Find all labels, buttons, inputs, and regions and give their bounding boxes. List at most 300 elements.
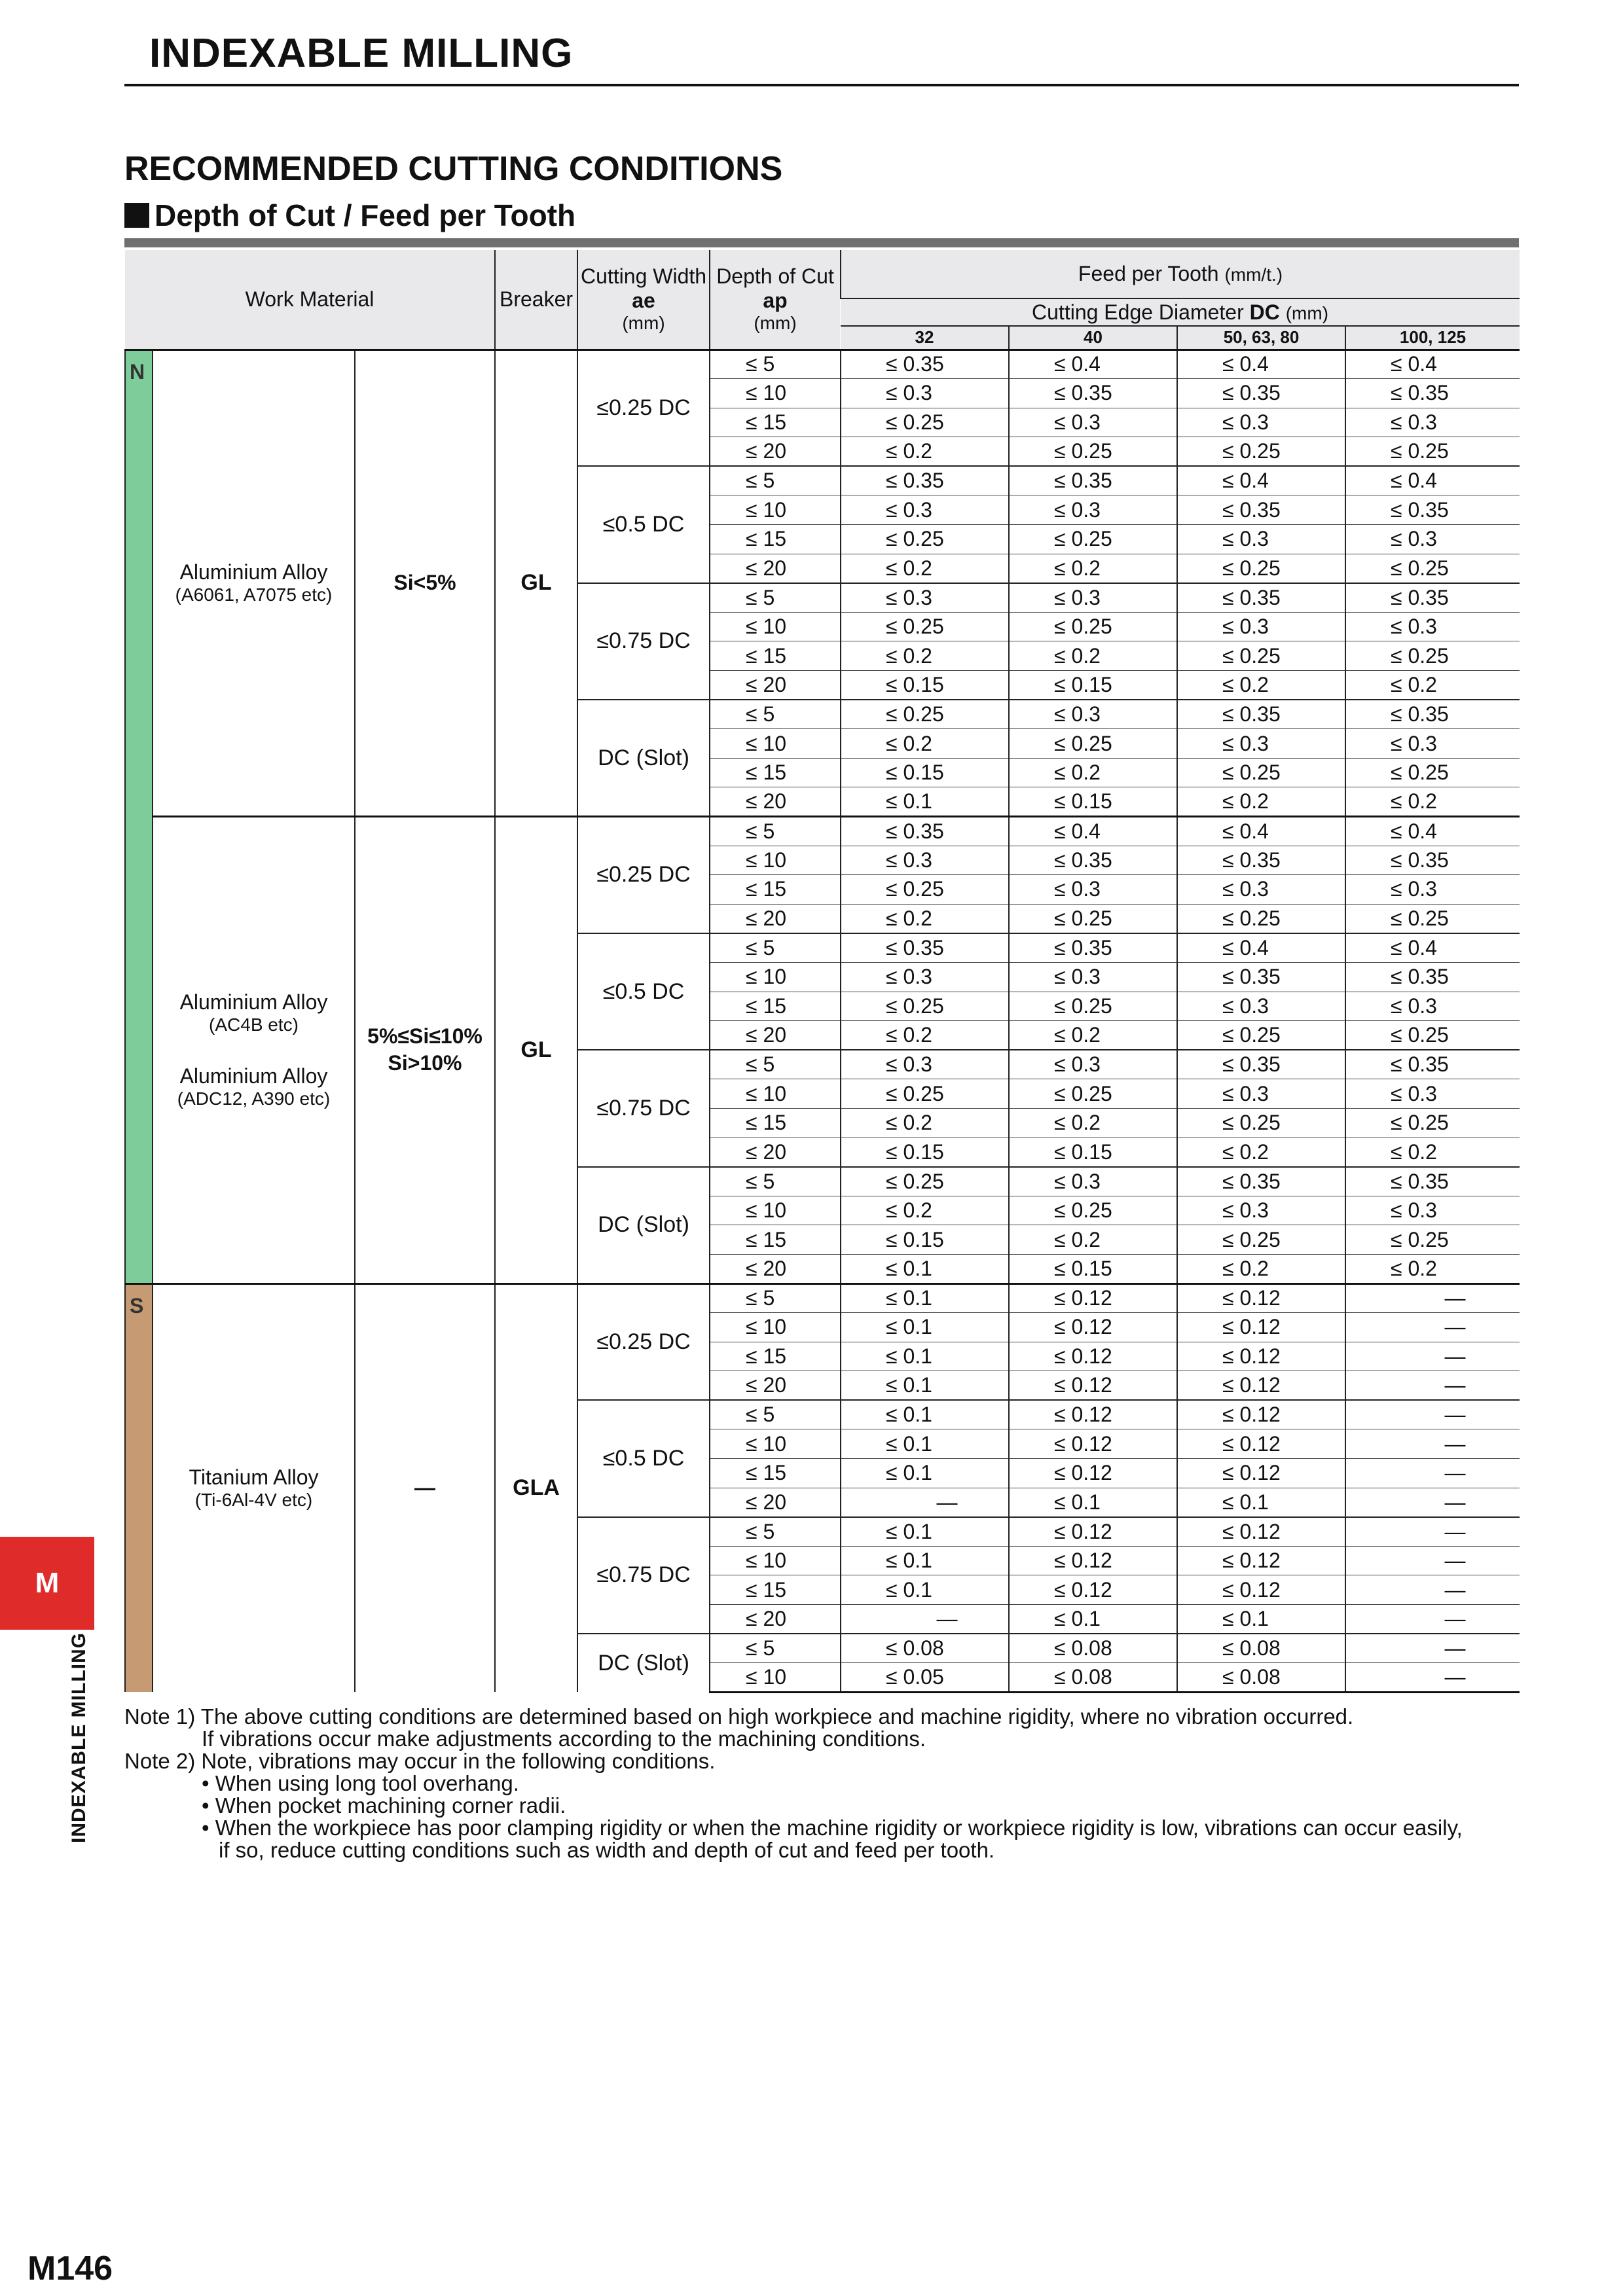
feed-per-tooth-cell: ≤ 0.3 xyxy=(1177,1079,1345,1109)
work-material-name: Aluminium Alloy xyxy=(179,990,328,1014)
work-material-grade: (AC4B etc) xyxy=(209,1014,299,1035)
header-breaker: Breaker xyxy=(495,250,577,350)
feed-per-tooth-cell: ≤ 0.1 xyxy=(841,1429,1009,1459)
header-ap: ap xyxy=(763,289,788,313)
depth-of-cut-cell: ≤ 5 xyxy=(710,1634,841,1663)
depth-of-cut-cell: ≤ 10 xyxy=(710,612,841,641)
feed-per-tooth-cell: — xyxy=(841,1488,1009,1517)
feed-per-tooth-cell: ≤ 0.35 xyxy=(841,933,1009,963)
work-material-cell xyxy=(153,817,355,1284)
feed-per-tooth-cell: ≤ 0.25 xyxy=(1009,992,1177,1021)
feed-per-tooth-cell: ≤ 0.08 xyxy=(1009,1634,1177,1663)
depth-of-cut-cell: ≤ 5 xyxy=(710,466,841,495)
feed-per-tooth-cell: ≤ 0.08 xyxy=(1177,1634,1345,1663)
feed-per-tooth-cell: ≤ 0.15 xyxy=(841,1138,1009,1167)
table-row xyxy=(125,1283,1520,1313)
table-body xyxy=(125,350,1520,1692)
cutting-width-cell: ≤0.75 DC xyxy=(577,583,710,700)
feed-per-tooth-cell: — xyxy=(1345,1459,1520,1488)
depth-of-cut-cell: ≤ 5 xyxy=(710,817,841,846)
sub-title xyxy=(124,198,575,233)
header-ced-label: Cutting Edge Diameter xyxy=(1032,300,1244,324)
depth-of-cut-cell: ≤ 10 xyxy=(710,1079,841,1109)
feed-per-tooth-cell: ≤ 0.25 xyxy=(1177,1108,1345,1138)
feed-per-tooth-cell: ≤ 0.2 xyxy=(1345,787,1520,817)
feed-per-tooth-cell: ≤ 0.1 xyxy=(841,1283,1009,1313)
work-material-name: Titanium Alloy xyxy=(189,1465,319,1490)
depth-of-cut-cell: ≤ 15 xyxy=(710,1342,841,1371)
feed-per-tooth-cell: ≤ 0.3 xyxy=(1009,1167,1177,1196)
feed-per-tooth-cell: ≤ 0.15 xyxy=(1009,671,1177,700)
feed-per-tooth-cell: ≤ 0.25 xyxy=(841,1167,1009,1196)
feed-per-tooth-cell: ≤ 0.3 xyxy=(841,846,1009,875)
work-material-name: Aluminium Alloy xyxy=(179,1064,328,1088)
feed-per-tooth-cell: ≤ 0.12 xyxy=(1009,1575,1177,1605)
feed-per-tooth-cell: ≤ 0.4 xyxy=(1009,350,1177,379)
depth-of-cut-cell: ≤ 20 xyxy=(710,1371,841,1401)
feed-per-tooth-cell: ≤ 0.3 xyxy=(1345,992,1520,1021)
feed-per-tooth-cell: ≤ 0.25 xyxy=(1345,641,1520,671)
feed-per-tooth-cell: ≤ 0.12 xyxy=(1177,1342,1345,1371)
sub-title-text: Depth of Cut / Feed per Tooth xyxy=(155,198,576,232)
feed-per-tooth-cell: ≤ 0.35 xyxy=(1345,962,1520,992)
feed-per-tooth-cell: ≤ 0.1 xyxy=(841,1459,1009,1488)
table-row xyxy=(125,350,1520,379)
feed-per-tooth-cell: ≤ 0.2 xyxy=(1345,1138,1520,1167)
feed-per-tooth-cell: ≤ 0.2 xyxy=(841,1108,1009,1138)
depth-of-cut-cell: ≤ 10 xyxy=(710,1546,841,1575)
feed-per-tooth-cell: ≤ 0.3 xyxy=(841,1050,1009,1079)
feed-per-tooth-cell: ≤ 0.12 xyxy=(1177,1429,1345,1459)
si-condition-cell xyxy=(355,1283,495,1692)
breaker-cell: GL xyxy=(495,350,577,817)
feed-per-tooth-cell: ≤ 0.05 xyxy=(841,1663,1009,1693)
header-work-material: Work Material xyxy=(125,250,495,350)
feed-per-tooth-cell: ≤ 0.2 xyxy=(1009,1108,1177,1138)
feed-per-tooth-cell: ≤ 0.12 xyxy=(1009,1283,1177,1313)
feed-per-tooth-cell: ≤ 0.2 xyxy=(841,554,1009,583)
cutting-width-cell: ≤0.5 DC xyxy=(577,466,710,583)
feed-per-tooth-cell: ≤ 0.1 xyxy=(841,1313,1009,1342)
feed-per-tooth-cell: ≤ 0.25 xyxy=(841,700,1009,729)
note-line: • When the workpiece has poor clamping rigidity or when the machine rigidity or workpiece rigidity is low, vibrations can occur easily, xyxy=(202,1816,1463,1840)
depth-of-cut-cell: ≤ 5 xyxy=(710,1050,841,1079)
feed-per-tooth-cell: ≤ 0.4 xyxy=(1345,933,1520,963)
depth-of-cut-cell: ≤ 15 xyxy=(710,1225,841,1255)
feed-per-tooth-cell: ≤ 0.35 xyxy=(1009,846,1177,875)
feed-per-tooth-cell: ≤ 0.2 xyxy=(1009,1225,1177,1255)
header-depth-of-cut xyxy=(710,250,841,350)
header-feed-per-tooth xyxy=(841,250,1520,298)
feed-per-tooth-cell: ≤ 0.25 xyxy=(1177,904,1345,933)
feed-per-tooth-cell: ≤ 0.35 xyxy=(841,466,1009,495)
depth-of-cut-cell: ≤ 15 xyxy=(710,525,841,554)
feed-per-tooth-cell: ≤ 0.1 xyxy=(841,1517,1009,1547)
feed-per-tooth-cell: ≤ 0.4 xyxy=(1177,933,1345,963)
feed-per-tooth-cell: ≤ 0.1 xyxy=(841,1254,1009,1283)
work-material-grade: (Ti-6Al-4V etc) xyxy=(194,1490,313,1511)
feed-per-tooth-cell: ≤ 0.35 xyxy=(1177,846,1345,875)
depth-of-cut-cell: ≤ 15 xyxy=(710,1108,841,1138)
header-diameter-32: 32 xyxy=(841,326,1009,350)
depth-of-cut-cell: ≤ 10 xyxy=(710,1313,841,1342)
depth-of-cut-cell: ≤ 15 xyxy=(710,758,841,787)
feed-per-tooth-cell: ≤ 0.1 xyxy=(841,1400,1009,1429)
feed-per-tooth-cell: ≤ 0.25 xyxy=(1009,612,1177,641)
feed-per-tooth-cell: ≤ 0.2 xyxy=(841,904,1009,933)
feed-per-tooth-cell: ≤ 0.3 xyxy=(1177,408,1345,437)
header-dc-unit: (mm) xyxy=(1285,302,1329,323)
depth-of-cut-cell: ≤ 5 xyxy=(710,933,841,963)
feed-per-tooth-cell: ≤ 0.12 xyxy=(1177,1575,1345,1605)
depth-of-cut-cell: ≤ 10 xyxy=(710,379,841,408)
feed-per-tooth-cell: ≤ 0.12 xyxy=(1177,1283,1345,1313)
work-material-grade: (A6061, A7075 etc) xyxy=(175,584,333,605)
si-condition-cell xyxy=(355,817,495,1284)
depth-of-cut-cell: ≤ 15 xyxy=(710,1459,841,1488)
feed-per-tooth-cell: ≤ 0.35 xyxy=(1177,1167,1345,1196)
feed-per-tooth-cell: ≤ 0.12 xyxy=(1177,1459,1345,1488)
depth-of-cut-cell: ≤ 10 xyxy=(710,846,841,875)
feed-per-tooth-cell: ≤ 0.3 xyxy=(1345,1079,1520,1109)
feed-per-tooth-cell: ≤ 0.25 xyxy=(841,525,1009,554)
feed-per-tooth-cell: ≤ 0.12 xyxy=(1009,1371,1177,1401)
si-condition: 5%≤Si≤10% xyxy=(367,1024,483,1048)
si-condition: Si>10% xyxy=(388,1051,462,1075)
section-tab-m[interactable]: M xyxy=(0,1537,94,1630)
si-condition: — xyxy=(414,1476,435,1500)
notes xyxy=(124,1706,1532,1861)
feed-per-tooth-cell: — xyxy=(1345,1313,1520,1342)
feed-per-tooth-cell: ≤ 0.3 xyxy=(1009,1050,1177,1079)
feed-per-tooth-cell: ≤ 0.2 xyxy=(1009,758,1177,787)
feed-per-tooth-cell: ≤ 0.12 xyxy=(1009,1342,1177,1371)
feed-per-tooth-cell: ≤ 0.3 xyxy=(1009,495,1177,525)
cutting-width-cell: DC (Slot) xyxy=(577,1167,710,1283)
cutting-conditions-table xyxy=(124,250,1520,1693)
feed-per-tooth-cell: ≤ 0.08 xyxy=(1009,1663,1177,1693)
feed-per-tooth-cell: ≤ 0.12 xyxy=(1009,1546,1177,1575)
feed-per-tooth-cell: ≤ 0.2 xyxy=(841,1196,1009,1225)
depth-of-cut-cell: ≤ 15 xyxy=(710,875,841,905)
feed-per-tooth-cell: ≤ 0.35 xyxy=(1177,1050,1345,1079)
header-feed-unit: (mm/t.) xyxy=(1224,264,1283,285)
feed-per-tooth-cell: ≤ 0.25 xyxy=(1009,904,1177,933)
feed-per-tooth-cell: ≤ 0.3 xyxy=(841,962,1009,992)
depth-of-cut-cell: ≤ 20 xyxy=(710,1021,841,1050)
feed-per-tooth-cell: ≤ 0.25 xyxy=(1009,1196,1177,1225)
breaker-cell: GLA xyxy=(495,1283,577,1692)
note-line: Note 1) The above cutting conditions are determined based on high workpiece and machine rigidity, where no vibration occurred. xyxy=(124,1704,1354,1729)
feed-per-tooth-cell: ≤ 0.2 xyxy=(1009,641,1177,671)
feed-per-tooth-cell: ≤ 0.25 xyxy=(1177,1225,1345,1255)
feed-per-tooth-cell: ≤ 0.3 xyxy=(841,379,1009,408)
header-diameter-40: 40 xyxy=(1009,326,1177,350)
header-diameter-50-63-80: 50, 63, 80 xyxy=(1177,326,1345,350)
feed-per-tooth-cell: ≤ 0.1 xyxy=(841,1342,1009,1371)
feed-per-tooth-cell: ≤ 0.4 xyxy=(1345,350,1520,379)
header-rule xyxy=(124,84,1519,86)
feed-per-tooth-cell: — xyxy=(1345,1634,1520,1663)
page-number: M146 xyxy=(27,2250,113,2287)
depth-of-cut-cell: ≤ 10 xyxy=(710,729,841,759)
feed-per-tooth-cell: ≤ 0.3 xyxy=(1345,525,1520,554)
feed-per-tooth-cell: — xyxy=(1345,1400,1520,1429)
feed-per-tooth-cell: ≤ 0.25 xyxy=(841,992,1009,1021)
feed-per-tooth-cell: ≤ 0.12 xyxy=(1009,1459,1177,1488)
depth-of-cut-cell: ≤ 20 xyxy=(710,437,841,467)
depth-of-cut-cell: ≤ 15 xyxy=(710,641,841,671)
feed-per-tooth-cell: — xyxy=(1345,1342,1520,1371)
cutting-width-cell: ≤0.75 DC xyxy=(577,1050,710,1166)
feed-per-tooth-cell: — xyxy=(1345,1517,1520,1547)
feed-per-tooth-cell: ≤ 0.2 xyxy=(1009,1021,1177,1050)
side-section-label: INDEXABLE MILLING xyxy=(68,1632,90,1843)
cutting-width-cell: DC (Slot) xyxy=(577,1634,710,1692)
header-ae-unit: (mm) xyxy=(622,313,665,334)
depth-of-cut-cell: ≤ 20 xyxy=(710,1605,841,1634)
breaker-cell: GL xyxy=(495,817,577,1284)
feed-per-tooth-cell: ≤ 0.12 xyxy=(1009,1313,1177,1342)
depth-of-cut-cell: ≤ 5 xyxy=(710,700,841,729)
feed-per-tooth-cell: ≤ 0.3 xyxy=(1177,729,1345,759)
feed-per-tooth-cell: ≤ 0.35 xyxy=(1345,495,1520,525)
feed-per-tooth-cell: ≤ 0.12 xyxy=(1177,1517,1345,1547)
feed-per-tooth-cell: ≤ 0.4 xyxy=(1009,817,1177,846)
feed-per-tooth-cell: ≤ 0.35 xyxy=(841,350,1009,379)
feed-per-tooth-cell: ≤ 0.08 xyxy=(841,1634,1009,1663)
header-cutting-width-label: Cutting Width xyxy=(580,264,707,289)
feed-per-tooth-cell: ≤ 0.35 xyxy=(1345,583,1520,613)
feed-per-tooth-cell: ≤ 0.3 xyxy=(1345,729,1520,759)
cutting-width-cell: ≤0.75 DC xyxy=(577,1517,710,1634)
feed-per-tooth-cell: ≤ 0.3 xyxy=(1177,612,1345,641)
si-condition: Si<5% xyxy=(393,570,456,594)
header-cutting-width xyxy=(577,250,710,350)
feed-per-tooth-cell: ≤ 0.2 xyxy=(1177,671,1345,700)
feed-per-tooth-cell: ≤ 0.3 xyxy=(1177,525,1345,554)
feed-per-tooth-cell: ≤ 0.3 xyxy=(1009,962,1177,992)
feed-per-tooth-cell: ≤ 0.2 xyxy=(841,437,1009,467)
depth-of-cut-cell: ≤ 15 xyxy=(710,408,841,437)
feed-per-tooth-cell: ≤ 0.35 xyxy=(1345,846,1520,875)
feed-per-tooth-cell: ≤ 0.3 xyxy=(1177,992,1345,1021)
feed-per-tooth-cell: ≤ 0.12 xyxy=(1177,1400,1345,1429)
header-dc: DC xyxy=(1249,300,1280,324)
feed-per-tooth-cell: ≤ 0.3 xyxy=(1345,875,1520,905)
depth-of-cut-cell: ≤ 5 xyxy=(710,1517,841,1547)
feed-per-tooth-cell: ≤ 0.08 xyxy=(1177,1663,1345,1693)
cutting-width-cell: DC (Slot) xyxy=(577,700,710,816)
cutting-width-cell: ≤0.5 DC xyxy=(577,933,710,1050)
feed-per-tooth-cell: ≤ 0.15 xyxy=(841,758,1009,787)
work-material-cell xyxy=(153,1283,355,1692)
feed-per-tooth-cell: ≤ 0.2 xyxy=(1345,671,1520,700)
work-material-cell xyxy=(153,350,355,817)
feed-per-tooth-cell: ≤ 0.25 xyxy=(1345,758,1520,787)
feed-per-tooth-cell: ≤ 0.1 xyxy=(1009,1488,1177,1517)
feed-per-tooth-cell: ≤ 0.1 xyxy=(1177,1605,1345,1634)
feed-per-tooth-cell: ≤ 0.4 xyxy=(1345,817,1520,846)
feed-per-tooth-cell: — xyxy=(1345,1575,1520,1605)
feed-per-tooth-cell: — xyxy=(1345,1429,1520,1459)
feed-per-tooth-cell: — xyxy=(1345,1663,1520,1693)
work-material-grade: (ADC12, A390 etc) xyxy=(177,1088,331,1109)
cutting-width-cell: ≤0.25 DC xyxy=(577,817,710,933)
depth-of-cut-cell: ≤ 20 xyxy=(710,787,841,817)
section-title: RECOMMENDED CUTTING CONDITIONS xyxy=(124,150,783,188)
feed-per-tooth-cell: ≤ 0.15 xyxy=(841,1225,1009,1255)
feed-per-tooth-cell: ≤ 0.1 xyxy=(841,1371,1009,1401)
feed-per-tooth-cell: ≤ 0.35 xyxy=(1009,933,1177,963)
feed-per-tooth-cell: ≤ 0.12 xyxy=(1177,1546,1345,1575)
feed-per-tooth-cell: ≤ 0.35 xyxy=(1009,379,1177,408)
feed-per-tooth-cell: ≤ 0.35 xyxy=(1345,1167,1520,1196)
feed-per-tooth-cell: ≤ 0.2 xyxy=(1345,1254,1520,1283)
depth-of-cut-cell: ≤ 10 xyxy=(710,1429,841,1459)
feed-per-tooth-cell: ≤ 0.1 xyxy=(841,787,1009,817)
feed-per-tooth-cell: ≤ 0.4 xyxy=(1177,466,1345,495)
depth-of-cut-cell: ≤ 10 xyxy=(710,962,841,992)
material-group-s: S xyxy=(125,1283,153,1692)
feed-per-tooth-cell: ≤ 0.2 xyxy=(841,641,1009,671)
feed-per-tooth-cell: ≤ 0.25 xyxy=(1345,1225,1520,1255)
feed-per-tooth-cell: ≤ 0.3 xyxy=(1009,875,1177,905)
work-material-name: Aluminium Alloy xyxy=(179,560,328,584)
page-header-title: INDEXABLE MILLING xyxy=(149,31,574,76)
feed-per-tooth-cell: ≤ 0.3 xyxy=(1009,408,1177,437)
feed-per-tooth-cell: ≤ 0.25 xyxy=(841,1079,1009,1109)
depth-of-cut-cell: ≤ 20 xyxy=(710,554,841,583)
feed-per-tooth-cell: ≤ 0.2 xyxy=(1009,554,1177,583)
feed-per-tooth-cell: ≤ 0.1 xyxy=(841,1575,1009,1605)
header-diameter-100-125: 100, 125 xyxy=(1345,326,1520,350)
feed-per-tooth-cell: ≤ 0.25 xyxy=(1177,437,1345,467)
square-bullet-icon xyxy=(124,203,149,228)
depth-of-cut-cell: ≤ 5 xyxy=(710,583,841,613)
feed-per-tooth-cell: ≤ 0.25 xyxy=(841,875,1009,905)
feed-per-tooth-cell: ≤ 0.1 xyxy=(1177,1488,1345,1517)
note-line: • When pocket machining corner radii. xyxy=(202,1793,566,1818)
feed-per-tooth-cell: — xyxy=(1345,1371,1520,1401)
feed-per-tooth-cell: ≤ 0.25 xyxy=(841,612,1009,641)
feed-per-tooth-cell: ≤ 0.4 xyxy=(1177,817,1345,846)
depth-of-cut-cell: ≤ 20 xyxy=(710,1138,841,1167)
feed-per-tooth-cell: ≤ 0.3 xyxy=(1009,700,1177,729)
feed-per-tooth-cell: ≤ 0.25 xyxy=(1177,758,1345,787)
feed-per-tooth-cell: ≤ 0.12 xyxy=(1009,1429,1177,1459)
feed-per-tooth-cell: ≤ 0.35 xyxy=(1177,583,1345,613)
feed-per-tooth-cell: ≤ 0.25 xyxy=(1345,1108,1520,1138)
feed-per-tooth-cell: ≤ 0.35 xyxy=(1177,962,1345,992)
feed-per-tooth-cell: — xyxy=(1345,1283,1520,1313)
cutting-width-cell: ≤0.5 DC xyxy=(577,1400,710,1516)
header-cutting-edge-diameter xyxy=(841,298,1520,326)
feed-per-tooth-cell: ≤ 0.12 xyxy=(1009,1400,1177,1429)
feed-per-tooth-cell: ≤ 0.15 xyxy=(841,671,1009,700)
feed-per-tooth-cell: ≤ 0.35 xyxy=(1009,466,1177,495)
feed-per-tooth-cell: — xyxy=(1345,1488,1520,1517)
feed-per-tooth-cell: ≤ 0.15 xyxy=(1009,1254,1177,1283)
feed-per-tooth-cell: ≤ 0.2 xyxy=(841,1021,1009,1050)
feed-per-tooth-cell: ≤ 0.35 xyxy=(841,817,1009,846)
feed-per-tooth-cell: ≤ 0.15 xyxy=(1009,787,1177,817)
feed-per-tooth-cell: ≤ 0.12 xyxy=(1177,1371,1345,1401)
material-group-n: N xyxy=(125,350,153,1283)
feed-per-tooth-cell: ≤ 0.25 xyxy=(1009,1079,1177,1109)
feed-per-tooth-cell: ≤ 0.3 xyxy=(1009,583,1177,613)
feed-per-tooth-cell: ≤ 0.4 xyxy=(1177,350,1345,379)
feed-per-tooth-cell: ≤ 0.25 xyxy=(1345,554,1520,583)
feed-per-tooth-cell: ≤ 0.25 xyxy=(1345,437,1520,467)
feed-per-tooth-cell: ≤ 0.3 xyxy=(1345,612,1520,641)
feed-per-tooth-cell: ≤ 0.35 xyxy=(1345,700,1520,729)
feed-per-tooth-cell: ≤ 0.25 xyxy=(1009,525,1177,554)
feed-per-tooth-cell: ≤ 0.3 xyxy=(841,495,1009,525)
feed-per-tooth-cell: — xyxy=(841,1605,1009,1634)
depth-of-cut-cell: ≤ 20 xyxy=(710,1254,841,1283)
feed-per-tooth-cell: ≤ 0.25 xyxy=(1345,1021,1520,1050)
depth-of-cut-cell: ≤ 15 xyxy=(710,1575,841,1605)
feed-per-tooth-cell: ≤ 0.12 xyxy=(1009,1517,1177,1547)
feed-per-tooth-cell: ≤ 0.25 xyxy=(1345,904,1520,933)
note-line: • When using long tool overhang. xyxy=(202,1771,519,1795)
feed-per-tooth-cell: ≤ 0.15 xyxy=(1009,1138,1177,1167)
feed-per-tooth-cell: ≤ 0.2 xyxy=(1177,1138,1345,1167)
table-row xyxy=(125,817,1520,846)
feed-per-tooth-cell: ≤ 0.25 xyxy=(841,408,1009,437)
feed-per-tooth-cell: ≤ 0.3 xyxy=(1345,408,1520,437)
feed-per-tooth-cell: ≤ 0.35 xyxy=(1177,700,1345,729)
note-line: If vibrations occur make adjustments according to the machining conditions. xyxy=(202,1727,926,1751)
feed-per-tooth-cell: ≤ 0.25 xyxy=(1177,641,1345,671)
feed-per-tooth-cell: — xyxy=(1345,1546,1520,1575)
header-depth-of-cut-label: Depth of Cut xyxy=(716,264,834,289)
depth-of-cut-cell: ≤ 20 xyxy=(710,1488,841,1517)
header-ap-unit: (mm) xyxy=(754,313,797,334)
depth-of-cut-cell: ≤ 5 xyxy=(710,1167,841,1196)
note-line: Note 2) Note, vibrations may occur in the following conditions. xyxy=(124,1749,716,1773)
feed-per-tooth-cell: ≤ 0.35 xyxy=(1345,379,1520,408)
depth-of-cut-cell: ≤ 5 xyxy=(710,1283,841,1313)
cutting-width-cell: ≤0.25 DC xyxy=(577,350,710,466)
feed-per-tooth-cell: ≤ 0.35 xyxy=(1177,379,1345,408)
note-line: if so, reduce cutting conditions such as width and depth of cut and feed per tooth. xyxy=(219,1838,995,1862)
depth-of-cut-cell: ≤ 20 xyxy=(710,904,841,933)
feed-per-tooth-cell: — xyxy=(1345,1605,1520,1634)
depth-of-cut-cell: ≤ 5 xyxy=(710,350,841,379)
header-ae: ae xyxy=(632,289,655,313)
header-feed-label: Feed per Tooth xyxy=(1078,262,1219,285)
feed-per-tooth-cell: ≤ 0.35 xyxy=(1345,1050,1520,1079)
feed-per-tooth-cell: ≤ 0.1 xyxy=(1009,1605,1177,1634)
feed-per-tooth-cell: ≤ 0.35 xyxy=(1177,495,1345,525)
feed-per-tooth-cell: ≤ 0.25 xyxy=(1177,1021,1345,1050)
feed-per-tooth-cell: ≤ 0.2 xyxy=(1177,1254,1345,1283)
depth-of-cut-cell: ≤ 15 xyxy=(710,992,841,1021)
feed-per-tooth-cell: ≤ 0.3 xyxy=(841,583,1009,613)
feed-per-tooth-cell: ≤ 0.12 xyxy=(1177,1313,1345,1342)
depth-of-cut-cell: ≤ 20 xyxy=(710,671,841,700)
depth-of-cut-cell: ≤ 10 xyxy=(710,1196,841,1225)
feed-per-tooth-cell: ≤ 0.1 xyxy=(841,1546,1009,1575)
feed-per-tooth-cell: ≤ 0.2 xyxy=(841,729,1009,759)
cutting-width-cell: ≤0.25 DC xyxy=(577,1283,710,1400)
feed-per-tooth-cell: ≤ 0.4 xyxy=(1345,466,1520,495)
feed-per-tooth-cell: ≤ 0.25 xyxy=(1177,554,1345,583)
feed-per-tooth-cell: ≤ 0.3 xyxy=(1177,1196,1345,1225)
feed-per-tooth-cell: ≤ 0.25 xyxy=(1009,729,1177,759)
